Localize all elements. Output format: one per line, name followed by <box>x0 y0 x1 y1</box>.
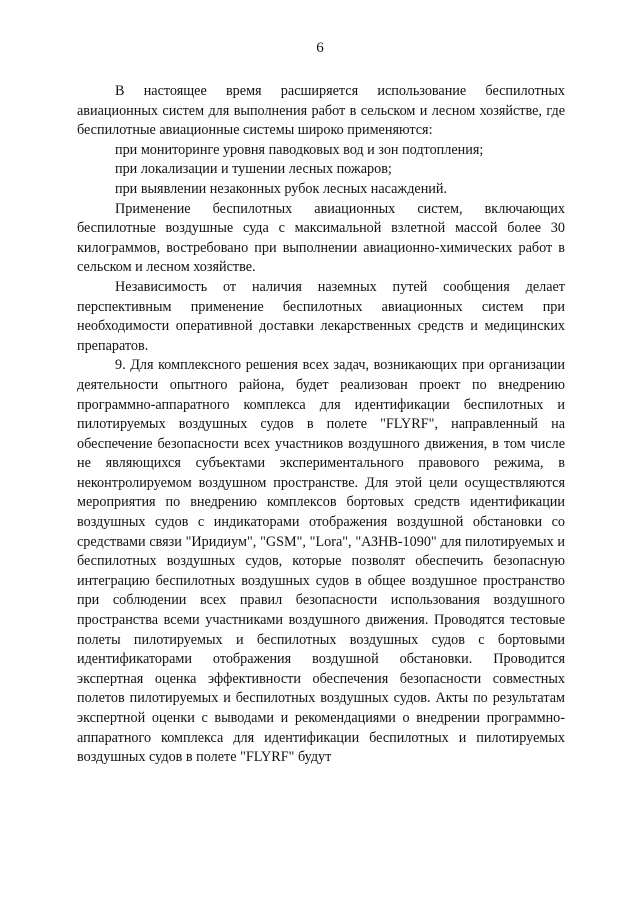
list-item-flood-monitoring: при мониторинге уровня паводковых вод и зон подтопления; <box>115 141 484 158</box>
paragraph-section-9: 9. Для комплексного решения всех задач, возникающих при организации деятельности опытного района, будет реализован проект по внедрению программно-аппаратного комплекса для идентификации беспилотных и пилотируемых воздушных судов в полете "FLYRF", направленный на обеспечение безопасности всех участников воздушного движения, в том числе не являющихся субъектами экспериментального правового режима, в неконтролируемом воздушном пространстве. Для этой цели осуществляются мероприятия по внедрению комплексов бортовых средств идентификации воздушных судов с индикаторами отображения воздушной обстановки со средствами связи "Иридиум", "GSM", "Lora", "АЗНВ-1090" для пилотируемых и беспилотных воздушных судов, которые позволят обеспечить безопасную интеграцию беспилотных воздушных судов в общее воздушное пространство при соблюдении всех правил безопасности использования воздушного пространства всеми участниками воздушного движения. Проводятся тестовые полеты пилотируемых и беспилотных воздушных судов с бортовыми идентификаторами отображения воздушной обстановки. Проводится экспертная оценка эффективности обеспечения безопасности совместных полетов пилотируемых и беспилотных воздушных судов. Акты по результатам экспертной оценки с выводами и рекомендациями о внедрении программно-аппаратного комплекса для идентификации беспилотных и пилотируемых воздушных судов в полете "FLYRF" будут <box>77 357 565 766</box>
document-body <box>77 82 565 768</box>
paragraph-medical-delivery: Независимость от наличия наземных путей сообщения делает перспективным применение беспилотных авиационных систем при необходимости оперативной доставки лекарственных средств и медицинских препаратов. <box>77 278 565 354</box>
paragraph-agrochemical-works: Применение беспилотных авиационных систем, включающих беспилотные воздушные суда с максимальной взлетной массой более 30 килограммов, востребовано при выполнении авиационно-химических работ в сельском и лесном хозяйстве. <box>77 200 565 276</box>
page-number: 6 <box>316 40 324 56</box>
list-item-illegal-logging: при выявлении незаконных рубок лесных насаждений. <box>115 180 448 197</box>
paragraph-intro: В настоящее время расширяется использование беспилотных авиационных систем для выполнения работ в сельском и лесном хозяйстве, где беспилотные авиационные системы широко применяются: <box>77 83 565 139</box>
list-item-forest-fires: при локализации и тушении лесных пожаров; <box>115 161 392 178</box>
